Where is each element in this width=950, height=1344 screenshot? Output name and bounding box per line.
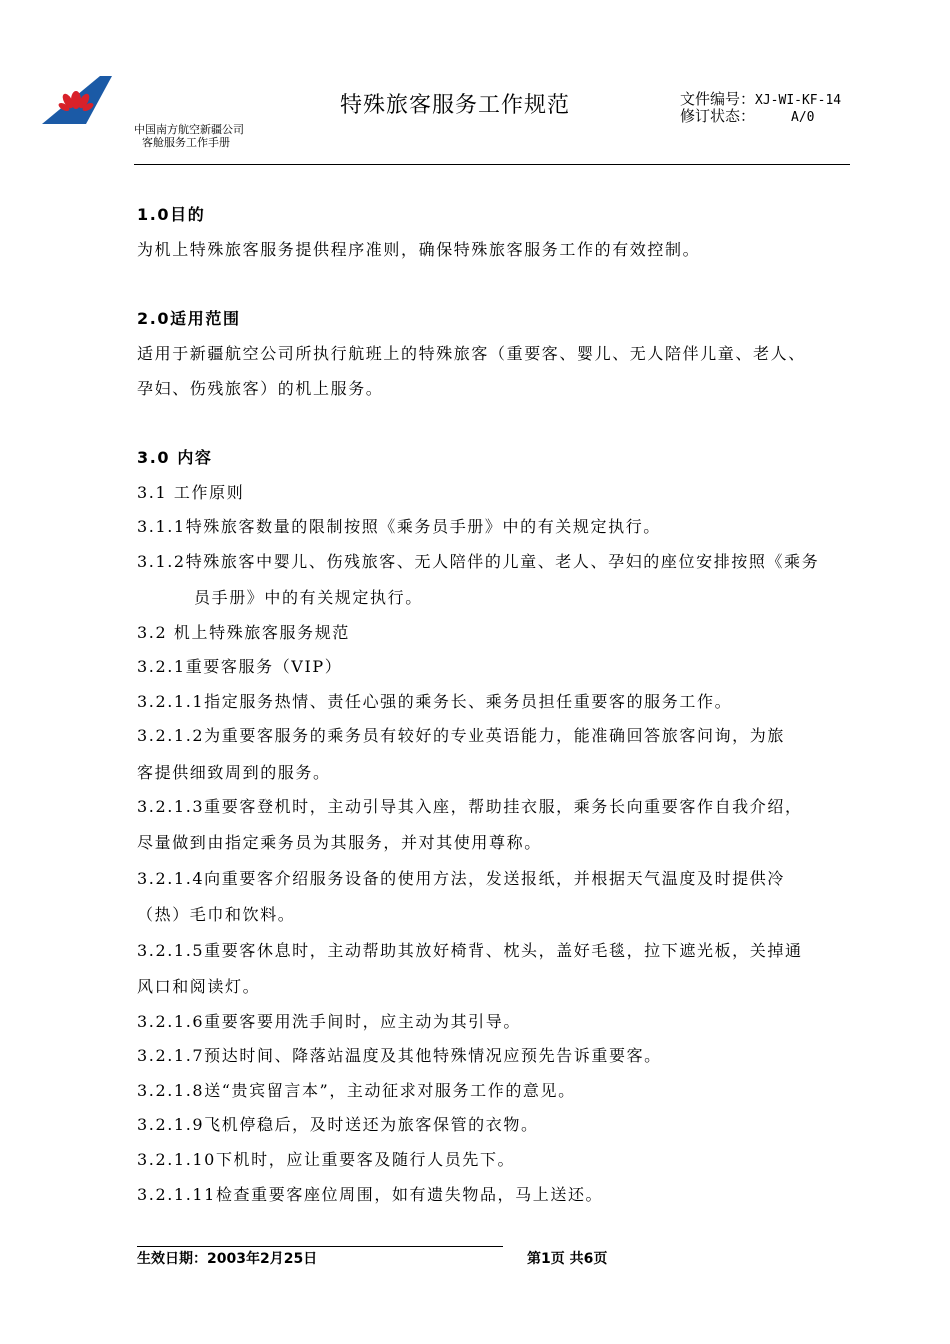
- revision-status-value: A/0: [791, 110, 815, 125]
- revision-status-label: 修订状态：: [680, 107, 756, 125]
- header-divider: [134, 164, 850, 165]
- section-2-text-line-1: 适用于新疆航空公司所执行航班上的特殊旅客（重要客、婴儿、无人陪伴儿童、老人、: [137, 344, 806, 363]
- document-title: 特殊旅客服务工作规范: [340, 93, 571, 118]
- clause-3-1-2-line-1: 3.1.2特殊旅客中婴儿、伤残旅客、无人陪伴的儿童、老人、孕妇的座位安排按照《乘务: [137, 552, 820, 571]
- clause-3-2-1-8: 3.2.1.8送“贵宾留言本”，主动征求对服务工作的意见。: [137, 1081, 576, 1100]
- clause-3-2-1-10: 3.2.1.10下机时，应让重要客及随行人员先下。: [137, 1150, 516, 1169]
- clause-3-2-1-2-line-2: 客提供细致周到的服务。: [137, 763, 331, 782]
- section-3-heading: 3.0 内容: [137, 448, 213, 467]
- section-1-heading: 1.0目的: [137, 205, 206, 224]
- section-1-text: 为机上特殊旅客服务提供程序准则，确保特殊旅客服务工作的有效控制。: [137, 240, 701, 259]
- document-number-value: XJ-WI-KF-14: [755, 93, 842, 108]
- clause-3-1-2-line-2: 员手册》中的有关规定执行。: [194, 588, 423, 607]
- manual-name: 客舱服务工作手册: [142, 136, 230, 149]
- clause-3-2-1-3-line-1: 3.2.1.3重要客登机时，主动引导其入座，帮助挂衣服，乘务长向重要客作自我介绍，: [137, 797, 803, 816]
- clause-3-2-1-9: 3.2.1.9飞机停稳后，及时送还为旅客保管的衣物。: [137, 1115, 539, 1134]
- clause-3-2-1: 3.2.1重要客服务（VIP）: [137, 657, 343, 676]
- clause-3-2-1-11: 3.2.1.11检查重要客座位周围，如有遗失物品，马上送还。: [137, 1185, 604, 1204]
- document-number-label: 文件编号：: [680, 90, 756, 108]
- clause-3-2-1-3-line-2: 尽量做到由指定乘务员为其服务，并对其使用尊称。: [137, 833, 542, 852]
- clause-3-2-1-5-line-1: 3.2.1.5重要客休息时，主动帮助其放好椅背、枕头，盖好毛毯，拉下遮光板，关掉通: [137, 941, 803, 960]
- clause-3-2-1-1: 3.2.1.1指定服务热情、责任心强的乘务长、乘务员担任重要客的服务工作。: [137, 692, 733, 711]
- clause-3-2-1-6: 3.2.1.6重要客要用洗手间时，应主动为其引导。: [137, 1012, 521, 1031]
- section-2-text-line-2: 孕妇、伤残旅客）的机上服务。: [137, 379, 384, 398]
- clause-3-1-1: 3.1.1特殊旅客数量的限制按照《乘务员手册》中的有关规定执行。: [137, 517, 661, 536]
- effective-date: 生效日期：2003年2月25日: [137, 1251, 318, 1267]
- clause-3-2: 3.2 机上特殊旅客服务规范: [137, 623, 350, 642]
- clause-3-1: 3.1 工作原则: [137, 483, 245, 502]
- page-number: 第1页 共6页: [527, 1251, 608, 1267]
- revision-status: [680, 107, 815, 127]
- clause-3-2-1-5-line-2: 风口和阅读灯。: [137, 977, 261, 996]
- section-2-heading: 2.0适用范围: [137, 309, 241, 328]
- footer-divider: [137, 1246, 503, 1247]
- company-logo: [42, 76, 112, 126]
- clause-3-2-1-2-line-1: 3.2.1.2为重要客服务的乘务员有较好的专业英语能力，能准确回答旅客问询，为旅: [137, 726, 785, 745]
- company-name: 中国南方航空新疆公司: [134, 123, 244, 136]
- clause-3-2-1-4-line-2: （热）毛巾和饮料。: [137, 905, 296, 924]
- clause-3-2-1-4-line-1: 3.2.1.4向重要客介绍服务设备的使用方法，发送报纸，并根据天气温度及时提供冷: [137, 869, 785, 888]
- clause-3-2-1-7: 3.2.1.7预达时间、降落站温度及其他特殊情况应预先告诉重要客。: [137, 1046, 662, 1065]
